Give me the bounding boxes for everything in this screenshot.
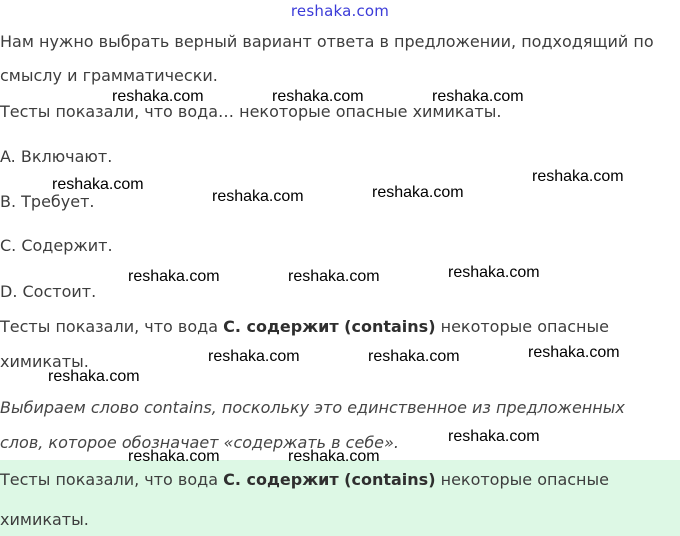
watermark-text: reshaka.com: [208, 348, 300, 365]
answer-sentence-highlight: C. содержит (contains): [223, 317, 436, 336]
watermark-text: reshaka.com: [448, 264, 540, 281]
watermark-text: reshaka.com: [432, 88, 524, 105]
final-answer-box: [0, 460, 680, 536]
answer-sentence-start: Тесты показали, что вода: [0, 317, 224, 336]
final-answer-end: некоторые опасные: [435, 470, 609, 489]
watermark-text: reshaka.com: [448, 428, 540, 445]
explanation-line-2: слов, которое обозначает «содержать в себе».: [0, 433, 399, 452]
watermark-text: reshaka.com: [288, 448, 380, 465]
answer-sentence: [0, 317, 609, 337]
intro-line-2: смыслу и грамматически.: [0, 66, 218, 85]
watermark-text: reshaka.com: [368, 348, 460, 365]
option-d: D. Состоит.: [0, 282, 97, 301]
watermark-text: reshaka.com: [48, 368, 140, 385]
watermark-text: reshaka.com: [128, 448, 220, 465]
watermark-text: reshaka.com: [532, 168, 624, 185]
final-answer-line-2: химикаты.: [0, 510, 89, 529]
final-answer-highlight: C. содержит (contains): [223, 470, 436, 489]
option-b: B. Требует.: [0, 192, 95, 211]
watermark-text: reshaka.com: [288, 268, 380, 285]
explanation-line-1: Выбираем слово contains, поскольку это единственное из предложенных: [0, 398, 625, 417]
final-answer-start: Тесты показали, что вода: [0, 470, 224, 489]
final-answer-sentence: [0, 470, 609, 490]
watermark-text: reshaka.com: [52, 176, 144, 193]
intro-line-1: Нам нужно выбрать верный вариант ответа в предложении, подходящий по: [0, 32, 654, 51]
answer-sentence-line-2: химикаты.: [0, 352, 89, 371]
option-a: A. Включают.: [0, 147, 113, 166]
answer-sentence-end: некоторые опасные: [435, 317, 609, 336]
option-c: C. Содержит.: [0, 236, 113, 255]
watermark-text: reshaka.com: [272, 88, 364, 105]
watermark-text: reshaka.com: [528, 344, 620, 361]
question-text: Тесты показали, что вода… некоторые опасные химикаты.: [0, 102, 502, 121]
site-header[interactable]: reshaka.com: [290, 2, 390, 20]
watermark-text: reshaka.com: [372, 184, 464, 201]
watermark-text: reshaka.com: [112, 88, 204, 105]
watermark-text: reshaka.com: [212, 188, 304, 205]
watermark-text: reshaka.com: [128, 268, 220, 285]
